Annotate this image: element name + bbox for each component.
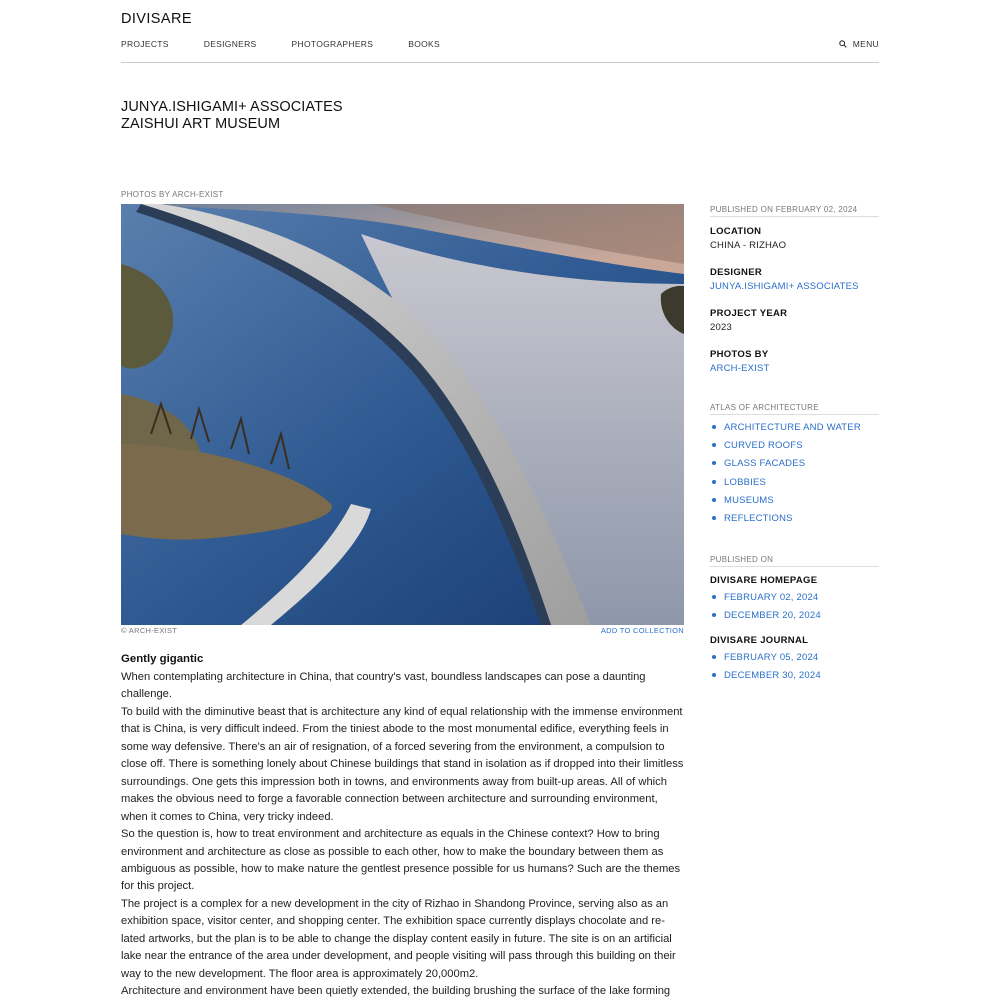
project-year-value: 2023: [710, 322, 732, 333]
atlas-label: ATLAS OF ARCHITECTURE: [710, 403, 879, 415]
published-date: PUBLISHED ON FEBRUARY 02, 2024: [710, 205, 879, 217]
project-name: ZAISHUI ART MUSEUM: [121, 116, 281, 132]
journal-date-link[interactable]: FEBRUARY 05, 2024: [710, 651, 879, 669]
article-body: [121, 652, 684, 1000]
main-nav: [121, 39, 475, 49]
add-to-collection-link[interactable]: ADD TO COLLECTION: [600, 626, 684, 635]
article-paragraph: The project is a complex for a new development in the city of Rizhao in Shandong Province, serving also as an exhibition space, visitor center, and shopping center. The exhibition space currently displays chocolate and related artworks, but the plan is to be able to change the display content easily in future. The site is on an artificial lake near the entrance of the area under development, and people visiting will pass through this building on their way to the new development. The floor area is approximately 20,000m2.: [121, 897, 676, 980]
menu-label[interactable]: MENU: [852, 39, 879, 49]
journal-date-link[interactable]: DECEMBER 30, 2024: [710, 669, 879, 687]
article-paragraph: Architecture and environment have been quietly extended, the building brushing the surface of the lake forming: [121, 985, 671, 998]
header-divider: [121, 62, 879, 63]
article-heading: Gently gigantic: [121, 653, 204, 665]
atlas-item[interactable]: REFLECTIONS: [710, 512, 879, 530]
nav-item-projects[interactable]: PROJECTS: [121, 39, 169, 49]
atlas-item[interactable]: LOBBIES: [710, 476, 879, 494]
divisare-journal-label: DIVISARE JOURNAL: [710, 634, 809, 646]
nav-item-photographers[interactable]: PHOTOGRAPHERS: [291, 39, 374, 49]
homepage-dates-list: [710, 591, 879, 627]
atlas-list: [710, 421, 879, 530]
published-on-label: PUBLISHED ON: [710, 555, 879, 567]
designer-label: DESIGNER: [710, 267, 763, 278]
designer-link[interactable]: JUNYA.ISHIGAMI+ ASSOCIATES: [710, 281, 859, 292]
search-icon[interactable]: [839, 40, 847, 48]
atlas-item[interactable]: GLASS FACADES: [710, 457, 879, 475]
location-value: CHINA - RIZHAO: [710, 240, 787, 251]
atlas-item[interactable]: ARCHITECTURE AND WATER: [710, 421, 879, 439]
article-paragraph: When contemplating architecture in China, that country's vast, boundless landscapes can pose a daunting challenge.: [121, 671, 646, 701]
homepage-date-link[interactable]: FEBRUARY 02, 2024: [710, 591, 879, 609]
menu-button[interactable]: [839, 39, 879, 49]
atlas-item[interactable]: MUSEUMS: [710, 494, 879, 512]
photos-by-sidebar-label: PHOTOS BY: [710, 349, 769, 360]
project-sidebar: [710, 205, 879, 687]
page-title: [121, 99, 343, 133]
photographer-link[interactable]: ARCH-EXIST: [710, 363, 770, 374]
journal-dates-list: [710, 651, 879, 687]
atlas-item[interactable]: CURVED ROOFS: [710, 439, 879, 457]
project-year-label: PROJECT YEAR: [710, 308, 788, 319]
photo-credit: © ARCH-EXIST: [121, 626, 178, 635]
photos-by-label: PHOTOS BY ARCH-EXIST: [121, 190, 224, 199]
project-designer[interactable]: JUNYA.ISHIGAMI+ ASSOCIATES: [121, 99, 343, 115]
project-photo[interactable]: [121, 204, 684, 625]
location-label: LOCATION: [710, 226, 762, 237]
article-paragraph: To build with the diminutive beast that is architecture any kind of equal relationship with the immense environment that is China, is very difficult indeed. From the tiniest abode to the most monumental edifice, everything feels in some way defensive. There's an air of resignation, of a forced severing from the environment, a compulsion to close off. There is something lonely about Chinese buildings that stand in isolation as if dropped into their limitless surroundings. One gets this impression both in towns, and environments away from built-up areas. All of which makes the obvious need to forge a favorable connection between architecture and surrounding environment, when it comes to China, very tricky indeed.: [121, 705, 684, 823]
nav-item-books[interactable]: BOOKS: [408, 39, 440, 49]
article-paragraph: So the question is, how to treat environment and architecture as equals in the Chinese context? How to bring environment and architecture as close as possible to each other, how to make the boundary between them as ambiguous as possible, how to make nature the gentlest presence possible for us humans? Such are the themes for this project.: [121, 828, 681, 893]
site-logo[interactable]: DIVISARE: [121, 11, 192, 27]
nav-item-designers[interactable]: DESIGNERS: [203, 39, 257, 49]
homepage-date-link[interactable]: DECEMBER 20, 2024: [710, 609, 879, 627]
divisare-homepage-label: DIVISARE HOMEPAGE: [710, 575, 818, 587]
